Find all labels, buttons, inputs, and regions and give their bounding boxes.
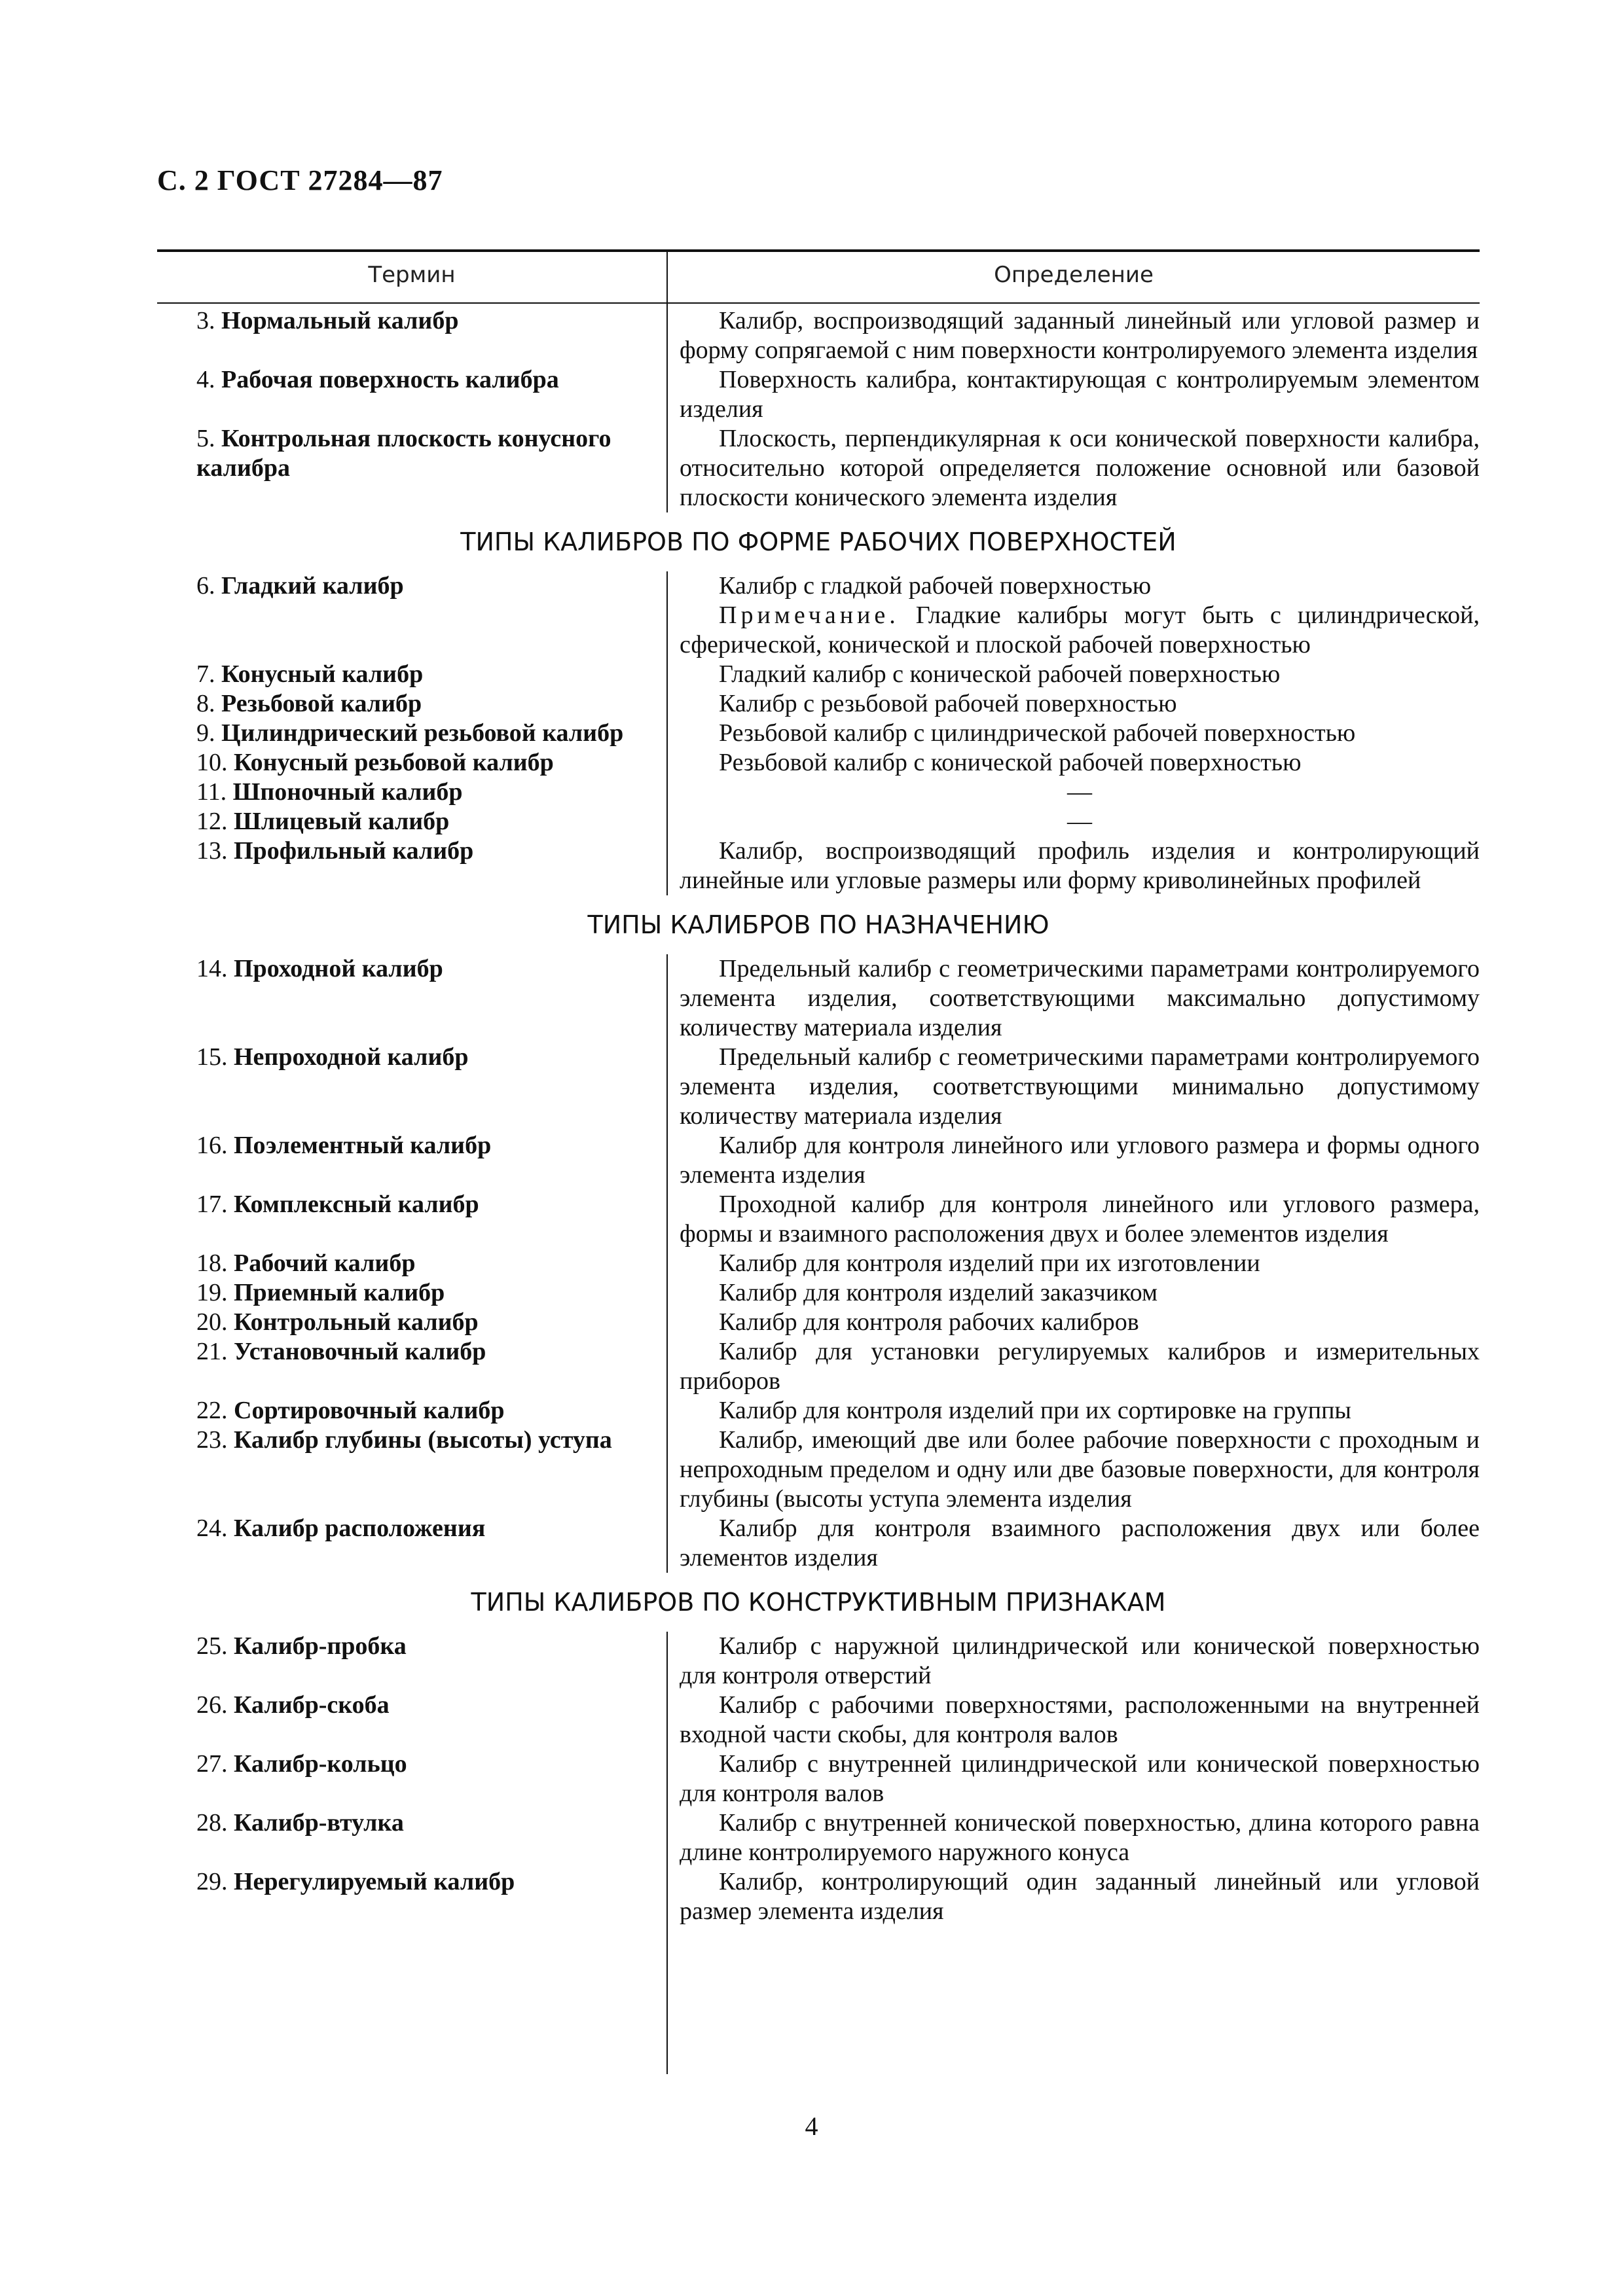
definition-text: Калибр, контролирующий один заданный линейный или угловой размер элемента изделия	[680, 1868, 1480, 1925]
definition-text: Поверхность калибра, контактирующая с контролируемым элементом изделия	[680, 366, 1480, 423]
term-cell	[157, 719, 666, 748]
term-cell	[157, 1396, 666, 1426]
term-row	[157, 689, 1480, 719]
term-cell	[157, 689, 666, 719]
term-number: 22.	[196, 1397, 228, 1424]
term-row	[157, 660, 1480, 689]
definition-cell	[666, 1632, 1480, 1691]
definition-text: Калибр для контроля линейного или углового размера и формы одного элемента изделия	[680, 1132, 1480, 1189]
term-number: 26.	[196, 1691, 228, 1719]
term-cell	[157, 1043, 666, 1131]
term-title: Гладкий калибр	[221, 572, 404, 600]
table-top-rule	[157, 249, 1480, 252]
term-number: 20.	[196, 1308, 228, 1336]
term-number: 19.	[196, 1279, 228, 1306]
term-cell	[157, 954, 666, 1043]
definition-text: Предельный калибр с геометрическими параметрами контролируемого элемента изделия, соответствующими минимально допустимому количеству материала изделия	[680, 1043, 1480, 1130]
definition-text: Калибр, воспроизводящий профиль изделия и контролирующий линейные или угловые размеры или форму криволинейных профилей	[680, 837, 1480, 894]
term-number: 16.	[196, 1132, 228, 1159]
term-number: 8.	[196, 690, 215, 717]
term-cell	[157, 365, 666, 424]
definition-text: Калибр, воспроизводящий заданный линейный или угловой размер и форму сопрягаемой с ним поверхности контролируемого элемента изделия	[680, 307, 1480, 364]
term-row	[157, 748, 1480, 778]
term-row	[157, 1131, 1480, 1190]
section-heading-form: ТИПЫ КАЛИБРОВ ПО ФОРМЕ РАБОЧИХ ПОВЕРХНОСТЕЙ	[157, 512, 1480, 571]
definition-cell	[666, 1308, 1480, 1337]
definition-cell	[666, 807, 1480, 836]
definition-cell	[666, 1043, 1480, 1131]
term-title: Резьбовой калибр	[221, 690, 422, 717]
term-title: Калибр расположения	[234, 1515, 486, 1542]
term-cell	[157, 1426, 666, 1514]
term-number: 5.	[196, 425, 215, 452]
term-title: Контрольная плоскость конусного калибра	[196, 425, 611, 482]
term-row	[157, 1426, 1480, 1514]
term-title: Рабочий калибр	[234, 1249, 416, 1277]
term-row	[157, 424, 1480, 512]
term-title: Контрольный калибр	[234, 1308, 479, 1336]
term-number: 9.	[196, 719, 215, 747]
term-cell	[157, 1514, 666, 1573]
definition-text: Калибр для контроля изделий заказчиком	[719, 1279, 1158, 1306]
term-number: 13.	[196, 837, 228, 865]
term-title: Конусный калибр	[221, 660, 424, 688]
term-cell	[157, 1867, 666, 1926]
note-lead: Примечание.	[719, 601, 900, 629]
term-cell	[157, 1749, 666, 1808]
term-cell	[157, 748, 666, 778]
definition-text: Плоскость, перпендикулярная к оси конической поверхности калибра, относительно которой определяется положение основной или базовой плоскости конического элемента изделия	[680, 425, 1480, 511]
terms-block-2	[157, 571, 1480, 895]
terms-block-4	[157, 1632, 1480, 1926]
column-header-definition: Определение	[994, 262, 1154, 288]
term-row	[157, 807, 1480, 836]
definition-cell	[666, 836, 1480, 895]
definition-cell	[666, 719, 1480, 748]
section-heading-purpose: ТИПЫ КАЛИБРОВ ПО НАЗНАЧЕНИЮ	[157, 895, 1480, 954]
term-row	[157, 1808, 1480, 1867]
term-row	[157, 1308, 1480, 1337]
definition-cell	[666, 1808, 1480, 1867]
term-cell	[157, 571, 666, 660]
term-title: Профильный калибр	[234, 837, 474, 865]
definition-text: Гладкий калибр с конической рабочей поверхностью	[719, 660, 1281, 688]
page-number: 4	[805, 2111, 818, 2141]
term-title: Конусный резьбовой калибр	[234, 749, 554, 776]
note-body: Гладкие калибры могут быть с цилиндрической, сферической, конической и плоской рабочей поверхностью	[680, 601, 1480, 658]
column-header-term: Термин	[368, 262, 456, 288]
term-number: 28.	[196, 1809, 228, 1837]
term-cell	[157, 1632, 666, 1691]
term-title: Цилиндрический резьбовой калибр	[221, 719, 624, 747]
term-title: Рабочая поверхность калибра	[221, 366, 559, 393]
definition-cell	[666, 424, 1480, 512]
term-row	[157, 954, 1480, 1043]
term-row	[157, 1632, 1480, 1691]
definition-cell	[666, 1514, 1480, 1573]
definition-text: Калибр для установки регулируемых калибров и измерительных приборов	[680, 1338, 1480, 1395]
definition-cell	[666, 954, 1480, 1043]
term-number: 25.	[196, 1632, 228, 1660]
term-cell	[157, 1131, 666, 1190]
term-title: Нерегулируемый калибр	[234, 1868, 515, 1895]
term-number: 29.	[196, 1868, 228, 1895]
term-number: 6.	[196, 572, 215, 600]
term-number: 15.	[196, 1043, 228, 1071]
definition-text: Калибр для контроля взаимного расположения двух или более элементов изделия	[680, 1515, 1480, 1571]
definition-dash: —	[1067, 778, 1092, 806]
term-cell	[157, 807, 666, 836]
term-cell	[157, 306, 666, 365]
term-cell	[157, 1190, 666, 1249]
term-title: Калибр-скоба	[234, 1691, 390, 1719]
definition-text: Калибр с резьбовой рабочей поверхностью	[719, 690, 1177, 717]
section-heading-design: ТИПЫ КАЛИБРОВ ПО КОНСТРУКТИВНЫМ ПРИЗНАКАМ	[157, 1573, 1480, 1632]
definition-cell	[666, 748, 1480, 778]
definition-text: Калибр с внутренней цилиндрической или конической поверхностью для контроля валов	[680, 1750, 1480, 1807]
definition-cell	[666, 306, 1480, 365]
definition-cell	[666, 365, 1480, 424]
term-row	[157, 1867, 1480, 1926]
definition-cell	[666, 1131, 1480, 1190]
term-row	[157, 1249, 1480, 1278]
term-number: 24.	[196, 1515, 228, 1542]
term-cell	[157, 660, 666, 689]
term-number: 11.	[196, 778, 227, 806]
term-number: 23.	[196, 1426, 228, 1454]
definition-cell	[666, 571, 1480, 660]
term-title: Калибр-пробка	[234, 1632, 407, 1660]
definition-text: Предельный калибр с геометрическими параметрами контролируемого элемента изделия, соответствующими максимально допустимому количеству материала изделия	[680, 955, 1480, 1041]
term-title: Калибр глубины (высоты) уступа	[234, 1426, 612, 1454]
term-title: Калибр-втулка	[234, 1809, 404, 1837]
definition-cell	[666, 1867, 1480, 1926]
term-row	[157, 1190, 1480, 1249]
definition-cell	[666, 1749, 1480, 1808]
term-number: 12.	[196, 808, 228, 835]
page-header: С. 2 ГОСТ 27284—87	[157, 164, 443, 196]
note-text	[680, 601, 1480, 660]
term-cell	[157, 1278, 666, 1308]
term-number: 18.	[196, 1249, 228, 1277]
term-number: 14.	[196, 955, 228, 982]
term-row	[157, 1043, 1480, 1131]
definition-cell	[666, 1691, 1480, 1749]
term-row	[157, 719, 1480, 748]
term-title: Комплексный калибр	[234, 1191, 479, 1218]
definition-text: Калибр для контроля рабочих калибров	[719, 1308, 1139, 1336]
term-number: 17.	[196, 1191, 228, 1218]
terms-block-3	[157, 954, 1480, 1573]
term-cell	[157, 1308, 666, 1337]
term-number: 10.	[196, 749, 228, 776]
term-cell	[157, 1691, 666, 1749]
term-row	[157, 778, 1480, 807]
term-number: 4.	[196, 366, 215, 393]
term-cell	[157, 778, 666, 807]
term-row	[157, 571, 1480, 660]
definition-cell	[666, 1190, 1480, 1249]
definition-text: Калибр, имеющий две или более рабочие поверхности с проходным и непроходным пределом и одну или две базовые поверхности, для контроля глубины (высоты уступа элемента изделия	[680, 1426, 1480, 1513]
term-row	[157, 1691, 1480, 1749]
term-number: 21.	[196, 1338, 228, 1365]
terms-block-1	[157, 306, 1480, 512]
definition-text: Проходной калибр для контроля линейного или углового размера, формы и взаимного расположения двух и более элементов изделия	[680, 1191, 1480, 1247]
term-title: Непроходной калибр	[234, 1043, 469, 1071]
term-title: Шпоночный калибр	[232, 778, 463, 806]
definition-text: Калибр для контроля изделий при их изготовлении	[719, 1249, 1260, 1277]
term-cell	[157, 1808, 666, 1867]
term-row	[157, 1749, 1480, 1808]
term-cell	[157, 424, 666, 512]
definition-cell	[666, 660, 1480, 689]
definition-cell	[666, 1278, 1480, 1308]
term-row	[157, 1396, 1480, 1426]
term-number: 7.	[196, 660, 215, 688]
definition-cell	[666, 1337, 1480, 1396]
definition-text: Калибр с гладкой рабочей поверхностью	[719, 572, 1152, 600]
term-title: Шлицевый калибр	[234, 808, 450, 835]
term-title: Проходной калибр	[234, 955, 443, 982]
term-title: Поэлементный калибр	[234, 1132, 492, 1159]
definition-cell	[666, 1249, 1480, 1278]
term-row	[157, 1514, 1480, 1573]
terms-table	[157, 302, 1480, 1926]
definition-text: Калибр с внутренней конической поверхностью, длина которого равна длине контролируемого наружного конуса	[680, 1809, 1480, 1866]
definition-cell	[666, 778, 1480, 807]
term-row	[157, 1278, 1480, 1308]
term-number: 3.	[196, 307, 215, 334]
definition-text: Калибр для контроля изделий при их сортировке на группы	[719, 1397, 1351, 1424]
term-title: Приемный калибр	[234, 1279, 445, 1306]
term-row	[157, 306, 1480, 365]
term-row	[157, 836, 1480, 895]
definition-text: Резьбовой калибр с конической рабочей поверхностью	[719, 749, 1302, 776]
term-number: 27.	[196, 1750, 228, 1778]
definition-text: Калибр с рабочими поверхностями, расположенными на внутренней входной части скобы, для контроля валов	[680, 1691, 1480, 1748]
term-row	[157, 365, 1480, 424]
definition-cell	[666, 689, 1480, 719]
term-title: Установочный калибр	[234, 1338, 486, 1365]
term-cell	[157, 1337, 666, 1396]
definition-text: Резьбовой калибр с цилиндрической рабочей поверхностью	[719, 719, 1356, 747]
term-title: Сортировочный калибр	[234, 1397, 505, 1424]
term-cell	[157, 1249, 666, 1278]
term-row	[157, 1337, 1480, 1396]
term-cell	[157, 836, 666, 895]
definition-dash: —	[1067, 808, 1092, 835]
term-title: Нормальный калибр	[221, 307, 459, 334]
definition-cell	[666, 1426, 1480, 1514]
term-title: Калибр-кольцо	[234, 1750, 407, 1778]
definition-text: Калибр с наружной цилиндрической или конической поверхностью для контроля отверстий	[680, 1632, 1480, 1689]
definition-cell	[666, 1396, 1480, 1426]
